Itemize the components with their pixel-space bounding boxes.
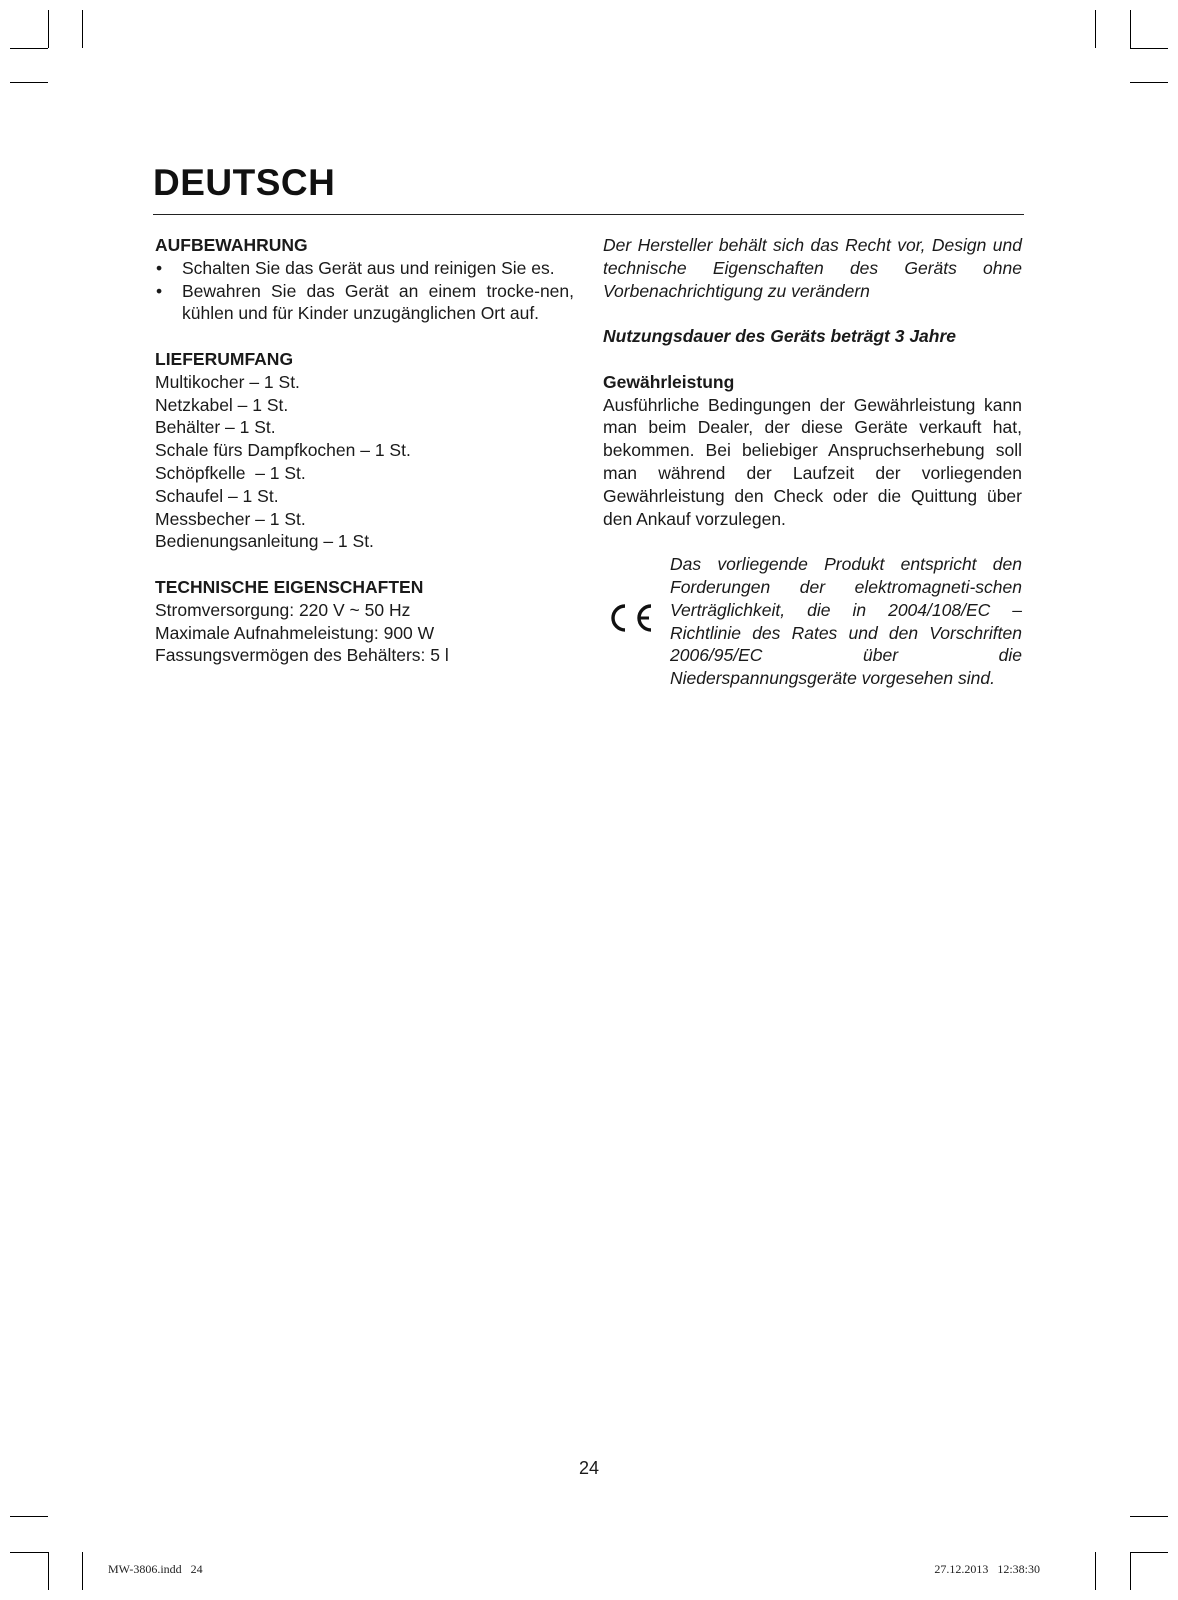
list-item: Stromversorgung: 220 V ~ 50 Hz	[155, 599, 411, 620]
crop-mark	[1130, 1552, 1131, 1590]
list-item: Bedienungsanleitung – 1 St.	[155, 531, 374, 552]
delivery-list	[155, 371, 574, 553]
list-item: • Schalten Sie das Gerät aus und reinigen Sie es.	[155, 257, 574, 280]
page-number: 24	[578, 1458, 600, 1478]
crop-mark	[1130, 1552, 1168, 1553]
list-item: Schale fürs Dampfkochen – 1 St.	[155, 440, 411, 461]
crop-mark	[82, 1552, 83, 1590]
list-item: Netzkabel – 1 St.	[155, 394, 289, 415]
list-item: Maximale Aufnahmeleistung: 900 W	[155, 622, 435, 643]
crop-mark	[1095, 10, 1096, 48]
crop-mark	[1130, 1516, 1168, 1517]
lifetime-text: Nutzungsdauer des Geräts beträgt 3 Jahre	[603, 326, 957, 347]
right-column	[603, 234, 1022, 690]
crop-mark	[82, 10, 83, 48]
warranty-heading: Gewährleistung	[603, 371, 735, 392]
ce-mark-icon	[607, 601, 655, 635]
crop-mark	[10, 1552, 48, 1553]
storage-list	[155, 257, 574, 325]
list-item: Schaufel – 1 St.	[155, 485, 279, 506]
list-item: Schöpfkelle – 1 St.	[155, 462, 306, 483]
ce-compliance-text: Das vorliegende Produkt entspricht den Forderungen der elektromagneti-schen Verträglichkeit, die in 2004/108/EC – Richtlinie des Rates und den Vorschriften 2006/95/EC über die Niederspannungsgeräte vorgesehen sind.	[670, 554, 1022, 689]
crop-mark	[48, 10, 49, 48]
list-item: Multikocher – 1 St.	[155, 371, 300, 392]
crop-mark	[10, 82, 48, 83]
specs-heading: TECHNISCHE EIGENSCHAFTEN	[155, 576, 424, 597]
ce-notice	[603, 553, 1022, 690]
list-item: Messbecher – 1 St.	[155, 508, 306, 529]
warranty-text: Ausführliche Bedingungen der Gewährleistung kann man beim Dealer, der diese Geräte verkauft hat, bekommen. Bei beliebiger Anspruchserhebung soll man während der Laufzeit der vorliegenden Gewährleistung den Check oder die Quittung über den Ankauf vorzulegen.	[603, 394, 1022, 529]
page-title: DEUTSCH	[153, 162, 336, 203]
delivery-heading: LIEFERUMFANG	[155, 348, 294, 369]
title-divider	[153, 214, 1024, 215]
crop-mark	[1130, 48, 1168, 49]
crop-mark	[1130, 10, 1131, 48]
timestamp-slug: 27.12.2013 12:38:30	[934, 1562, 1040, 1576]
list-item: • Bewahren Sie das Gerät an einem trocke-nen, kühlen und für Kinder unzugänglichen Ort auf.	[155, 280, 574, 326]
crop-mark	[1130, 82, 1168, 83]
crop-mark	[10, 1516, 48, 1517]
left-column	[155, 234, 574, 667]
list-item: Behälter – 1 St.	[155, 417, 276, 438]
file-slug: MW-3806.indd 24	[108, 1562, 203, 1576]
crop-mark	[10, 48, 48, 49]
disclaimer-text: Der Hersteller behält sich das Recht vor, Design und technische Eigenschaften des Geräts ohne Vorbenachrichtigung zu verändern	[603, 235, 1022, 301]
crop-mark	[48, 1552, 49, 1590]
crop-mark	[1095, 1552, 1096, 1590]
specs-list	[155, 599, 574, 667]
storage-heading: AUFBEWAHRUNG	[155, 235, 308, 255]
list-item: Fassungsvermögen des Behälters: 5 l	[155, 645, 449, 666]
